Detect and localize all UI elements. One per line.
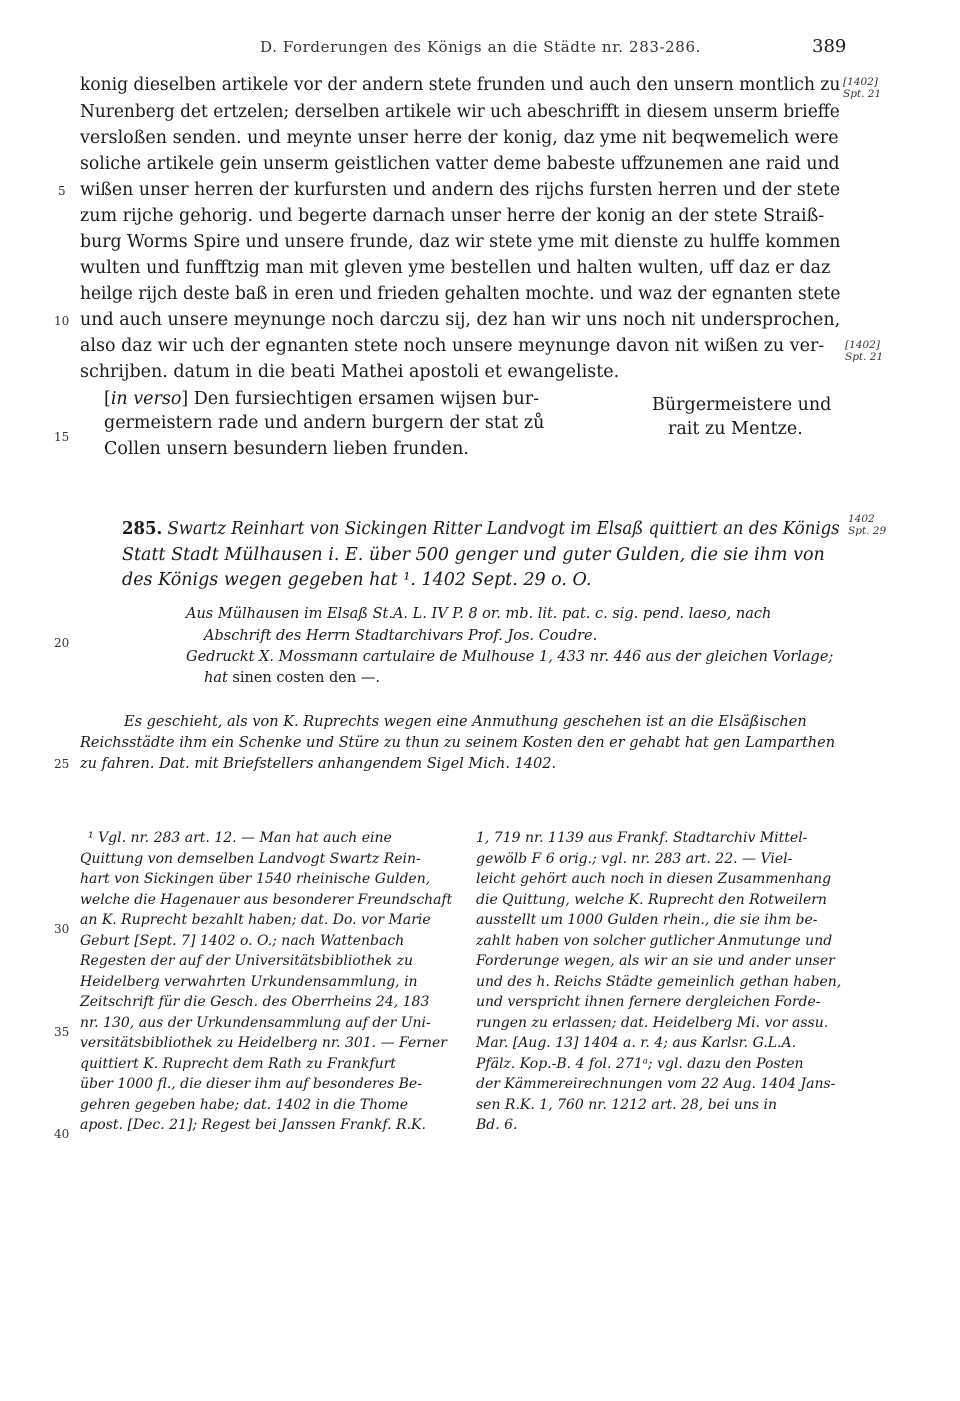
footnote-line: Quittung von demselben Landvogt Swartz Rein- [80, 850, 421, 867]
source-line: Abschrift des Herrn Stadtarchivars Prof. Jos. Coudre. [204, 628, 598, 644]
footnote-line: versitätsbibliothek zu Heidelberg nr. 301. — Ferner [80, 1035, 447, 1051]
footnote-line: welche die Hagenauer aus besonderer Freundschaft [80, 891, 453, 908]
sender-line: rait zu Mentze. [668, 419, 803, 439]
text-line: schrijben. datum in die beati Mathei apostoli et ewangeliste. [80, 362, 620, 382]
footnote-line: gehren gegeben habe; dat. 1402 in die Thome [80, 1096, 409, 1113]
margin-date: 1402 Spt. 29 [848, 513, 887, 537]
footnote-line: rungen zu erlassen; dat. Heidelberg Mi. vor assu. [476, 1014, 829, 1031]
page-number: 389 [812, 36, 847, 57]
footnote-line: der Kämmereirechnungen vom 22 Aug. 1404 Jans- [476, 1076, 836, 1092]
address-text: Den fursiechtigen ersamen wijsen bur- [188, 389, 539, 409]
footnote-line: und verspricht ihnen fernere dergleichen Forde- [476, 994, 821, 1010]
line-number: 40 [54, 1127, 70, 1141]
footnote-line: gewölb F 6 orig.; vgl. nr. 283 art. 22. — Viel- [476, 850, 793, 867]
text-line: burg Worms Spire und unsere frunde, daz wir stete yme mit dienste zu hulffe kommen [80, 232, 841, 252]
footnote-line: 1, 719 nr. 1139 aus Frankf. Stadtarchiv Mittel- [476, 830, 808, 846]
footnote-line: hart von Sickingen über 1540 rheinische Gulden, [80, 871, 431, 887]
footnote-line: und des h. Reichs Städte gemeinlich gethan haben, [476, 973, 842, 990]
footnote-line: sen R.K. 1, 760 nr. 1212 art. 28, bei uns in [476, 1096, 778, 1113]
footnote-line: Bd. 6. [476, 1117, 518, 1133]
in-verso-label: in verso [110, 389, 182, 409]
footnote-line: ¹ Vgl. nr. 283 art. 12. — Man hat auch eine [88, 830, 392, 846]
doc-heading-line: des Königs wegen gegeben hat ¹. 1402 Sept. 29 o. O. [122, 570, 592, 590]
footnote-line: Heidelberg verwahrten Urkundensammlung, in [80, 973, 418, 990]
footnote-line: die Quittung, welche K. Ruprecht den Rotweilern [476, 891, 827, 908]
source-line: hat sinen costen den —. [204, 670, 380, 686]
footnote-line: Regesten der auf der Universitätsbibliothek zu [80, 953, 414, 969]
text-line: und auch unsere meynunge noch darczu sij, dez han wir uns noch nit undersprochen, [80, 310, 841, 330]
sender-line: Bürgermeistere und [652, 395, 832, 415]
regest-line: Es geschieht, als von K. Ruprechts wegen eine Anmuthung geschehen ist an die Elsäßischen [124, 714, 807, 730]
footnote-line: Forderunge wegen, als wir an sie und ander unser [476, 953, 835, 969]
footnote-line: zahlt haben von solcher gutlicher Anmutunge und [476, 932, 833, 949]
text-line: also daz wir uch der egnanten stete noch unsere meynunge davon nit wißen zu ver- [80, 336, 825, 356]
page-header [0, 38, 960, 62]
text-line: zum rijche gehorig. und begerte darnach unser herre der konig an der stete Straiß- [80, 206, 825, 226]
text-line: heilge rijch deste baß in eren und frieden gehalten mochte. und waz der egnanten stete [80, 284, 841, 304]
source-line: Gedruckt X. Mossmann cartulaire de Mulhouse 1, 433 nr. 446 aus der gleichen Vorlage; [186, 649, 834, 665]
address-line: germeistern rade und andern burgern der stat zů [104, 413, 545, 433]
footnote-line: nr. 130, aus der Urkundensammlung auf der Uni- [80, 1014, 431, 1031]
text-line: konig dieselben artikele vor der andern stete frunden und auch den unsern montlich zu [80, 75, 841, 95]
address-line: [in verso] Den fursiechtigen ersamen wijsen bur- [104, 389, 539, 409]
running-head: D. Forderungen des Königs an die Städte nr. 283-286. [260, 38, 701, 56]
line-number: 15 [54, 430, 70, 444]
footnote-line: ausstellt um 1000 Gulden rhein., die sie ihm be- [476, 912, 818, 928]
margin-date: [1402] Spt. 21 [845, 339, 884, 363]
footnote-line: an K. Ruprecht bezahlt haben; dat. Do. vor Marie [80, 912, 431, 928]
line-number: 20 [54, 636, 70, 650]
line-number: 5 [58, 184, 66, 198]
footnote-line: Zeitschrift für die Gesch. des Oberrheins 24, 183 [80, 994, 430, 1010]
footnote-line: Pfälz. Kop.-B. 4 fol. 271ᵃ; vgl. dazu den Posten [476, 1055, 804, 1072]
footnote-line: Geburt [Sept. 7] 1402 o. O.; nach Wattenbach [80, 932, 405, 949]
text-line: soliche artikele gein unserm geistlichen vatter deme babeste uffzunemen ane raid und [80, 154, 840, 174]
footnote-line: quittiert K. Ruprecht dem Rath zu Frankfurt [80, 1055, 396, 1072]
footnote-line: apost. [Dec. 21]; Regest bei Janssen Frankf. R.K. [80, 1117, 426, 1133]
text-line: Nurenberg det ertzelen; derselben artikele wir uch abeschrifft in diesem unserm brieffe [80, 102, 840, 122]
footnote-line: leicht gehört auch noch in diesen Zusammenhang [476, 871, 832, 887]
document-number: 285. [122, 519, 163, 539]
margin-date: [1402] Spt. 21 [843, 76, 882, 100]
doc-heading-line: 285. Swartz Reinhart von Sickingen Ritter Landvogt im Elsaß quittiert an des Königs [122, 519, 840, 539]
text-line: versloßen senden. und meynte unser herre der konig, daz yme nit beqwemelich were [80, 128, 839, 148]
regest-line: Reichsstädte ihm ein Schenke und Stüre zu thun zu seinem Kosten den er gehabt hat gen Lamparthen [80, 735, 836, 751]
footnote-line: über 1000 fl., die dieser ihm auf besonderes Be- [80, 1076, 422, 1092]
line-number: 10 [54, 314, 70, 328]
address-line: Collen unsern besundern lieben frunden. [104, 439, 469, 459]
line-number: 30 [54, 922, 70, 936]
text-line: wulten und funfftzig man mit gleven yme bestellen und halten wulten, uff daz er daz [80, 258, 831, 278]
source-line: Aus Mülhausen im Elsaß St.A. L. IV P. 8 or. mb. lit. pat. c. sig. pend. laeso, nach [186, 606, 772, 622]
line-number: 25 [54, 757, 70, 771]
doc-heading-line: Statt Stadt Mülhausen i. E. über 500 genger und guter Gulden, die sie ihm von [122, 545, 825, 565]
regest-line: zu fahren. Dat. mit Briefstellers anhangendem Sigel Mich. 1402. [80, 756, 557, 772]
footnote-line: Mar. [Aug. 13] 1404 a. r. 4; aus Karlsr. G.L.A. [476, 1035, 797, 1051]
line-number: 35 [54, 1025, 70, 1039]
text-line: wißen unser herren der kurfursten und andern des rijchs fursten herren und der stete [80, 180, 841, 200]
